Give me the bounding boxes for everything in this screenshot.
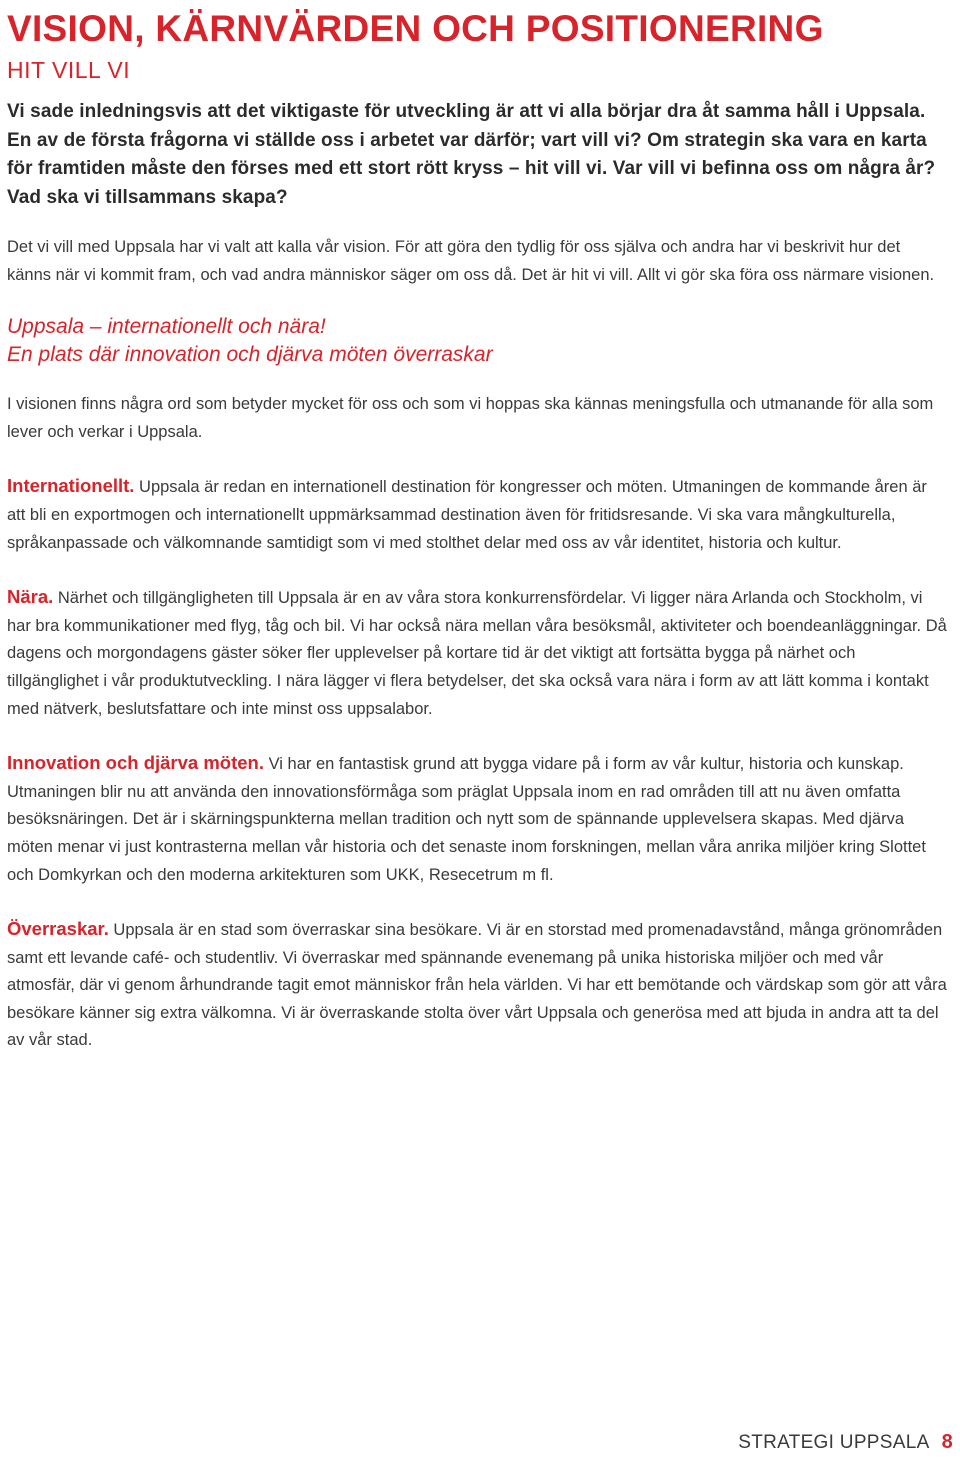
- section-text: Uppsala är redan en internationell destination för kongresser och möten. Utmaningen de kommande åren är att bli en exportmogen och internationellt uppmärksammad destination även för fritidsresande. Vi ska vara mångkulturella, språkanpassade och välkomnande samtidigt som vi med stolthet delar med oss av vår identitet, historia och kultur.: [7, 478, 927, 552]
- footer-label: STRATEGI UPPSALA: [738, 1432, 930, 1453]
- section-innovation: [7, 749, 947, 889]
- section-keyword: Överraskar.: [7, 918, 109, 940]
- section-overraskar: [7, 915, 947, 1055]
- section-text: Vi har en fantastisk grund att bygga vidare på i form av vår kultur, historia och kunskap. Utmaningen blir nu att använda den innovationsförmåga som präglat Uppsala inom en rad områden till att nu även omfatta besöksnäringen. Det är i skärningspunkterna mellan tradition och nytt som de spännande upplevelsera skapas. Med djärva möten menar vi just kontrasterna mellan vår historia och det senaste inom forskningen, mellan våra anrika miljöer kring Slottet och Domkyrkan och den moderna arkitekturen som UKK, Resecetrum m fl.: [7, 755, 926, 884]
- section-keyword: Innovation och djärva möten.: [7, 752, 264, 774]
- page-subtitle: HIT VILL VI: [7, 57, 131, 83]
- lead-paragraph: Vi sade inledningsvis att det viktigaste för utveckling är att vi alla börjar dra åt samma håll i Uppsala. En av de första frågorna vi ställde oss i arbetet var därför; vart vill vi? Om strategin ska vara en karta för framtiden måste den förses med ett stort rött kryss – hit vill vi. Var vill vi befinna oss om några år? Vad ska vi tillsammans skapa?: [7, 101, 936, 208]
- section-nara: [7, 583, 947, 723]
- page-number: 8: [941, 1431, 953, 1453]
- page-footer: [738, 1431, 953, 1454]
- vision-line-1: Uppsala – internationellt och nära!: [7, 315, 326, 339]
- page-title: VISION, KÄRNVÄRDEN OCH POSITIONERING: [7, 8, 824, 49]
- document-page: [7, 8, 947, 1055]
- intro-paragraph: Det vi vill med Uppsala har vi valt att kalla vår vision. För att göra den tydlig för oss själva och andra har vi beskrivit hur det känns när vi kommit fram, och vad andra människor säger om oss då. Det är hit vi vill. Allt vi gör ska föra oss närmare visionen.: [7, 238, 935, 284]
- section-keyword: Internationellt.: [7, 475, 135, 497]
- section-keyword: Nära.: [7, 586, 54, 608]
- vision-explanation-paragraph: I visionen finns några ord som betyder mycket för oss och som vi hoppas ska kännas meningsfulla och utmanande för alla som lever och verkar i Uppsala.: [7, 395, 934, 441]
- vision-statement: [7, 313, 947, 369]
- vision-line-2: En plats där innovation och djärva möten överraskar: [7, 343, 493, 367]
- section-text: Uppsala är en stad som överraskar sina besökare. Vi är en storstad med promenadavstånd, många grönområden samt ett levande café- och studentliv. Vi överraskar med spännande evenemang på unika historiska miljöer och med vår atmosfär, där vi genom århundrande tagit emot människor från hela världen. Vi har ett bemötande och värdskap som gör att våra besökare känner sig extra välkomna. Vi är överraskande stolta över vårt Uppsala och generösa med att bjuda in andra att ta del av vår stad.: [7, 921, 947, 1050]
- section-internationellt: [7, 472, 947, 557]
- section-text: Närhet och tillgängligheten till Uppsala är en av våra stora konkurrensfördelar. Vi ligger nära Arlanda och Stockholm, vi har bra kommunikationer med flyg, tåg och bil. Vi har också nära mellan våra besöksmål, aktiviteter och boendeanläggningar. Då dagens och morgondagens gäster söker fler upplevelser på kortare tid är det viktigt att fortsätta bygga på närhet och tillgänglighet i vår produktutveckling. I nära lägger vi flera betydelser, det ska också vara nära i form av att lätt komma i kontakt med nätverk, beslutsfattare och inte minst oss uppsalabor.: [7, 589, 947, 718]
